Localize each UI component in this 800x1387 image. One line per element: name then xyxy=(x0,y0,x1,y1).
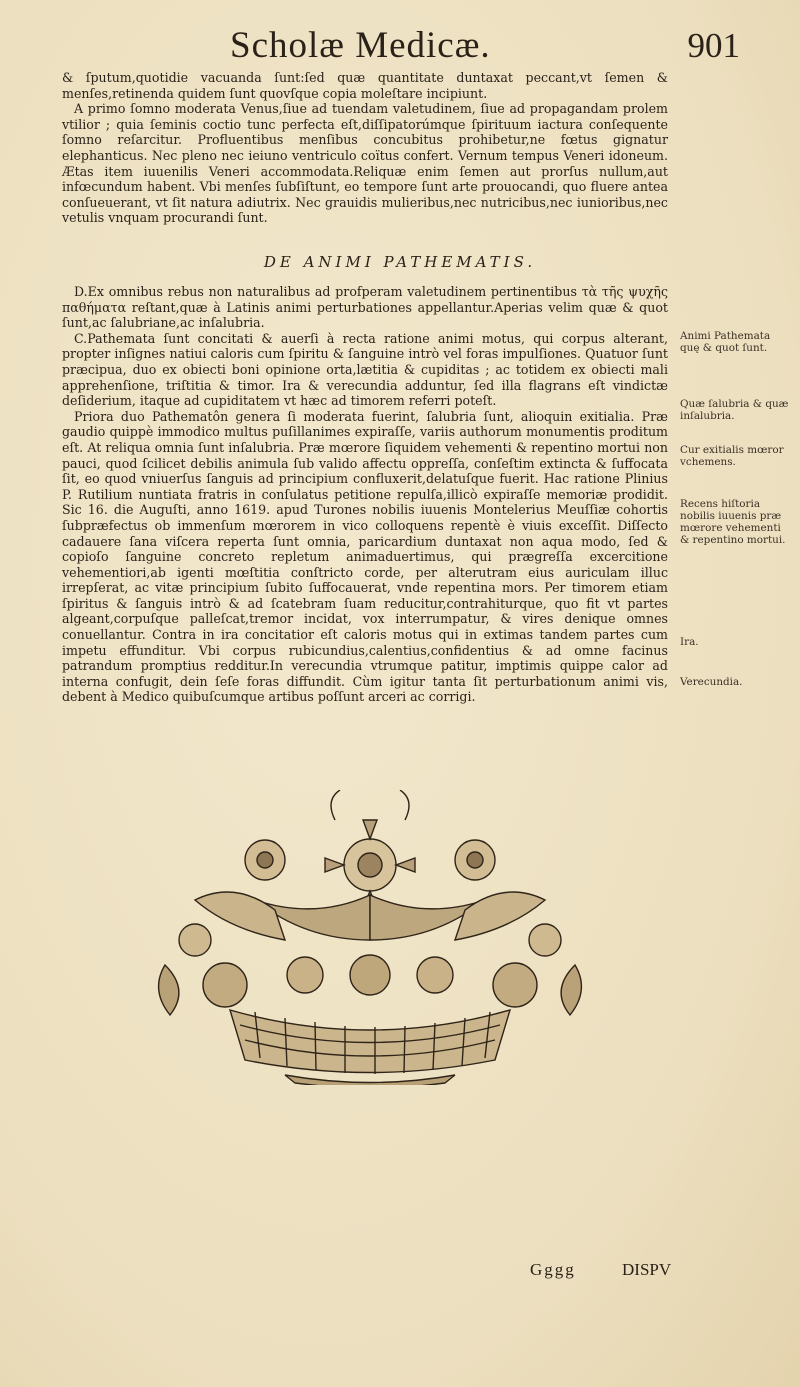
margin-note: Cur exitialis mœror vchemens. xyxy=(680,444,784,468)
margin-note: Quæ ſalubria & quæ inſalubria. xyxy=(680,398,789,422)
paragraph: D.Ex omnibus rebus non naturalibus ad profperam valetudinem pertinentibus τὰ τῆς ψυχῆς παθήματα reſtant,quæ à Latinis animi perturbationes appellantur.Aperias velim quæ & quot ſunt,ac ſalubriane,ac inſalubria. xyxy=(62,284,668,331)
paragraph: Priora duo Pathematôn genera ſi moderata fuerint, ſalubria ſunt, alioquin exitialia. Præ gaudio quippè immodico multus puſillanimes expiraſſe, variis authorum monumentis proditum eſt. At reliqua omnia ſunt inſalubria. Præ mœrore ſiquidem vehementi & repentino mortui non pauci, quod ſcilicet debilis animula ſub valido affectu oppreſſa, conſeſtim extincta & ſuffocata ſit, eo quod vniuerſus ſanguis ad principium confluxerit,delatuſque fuerit. Hac ratione Plinius P. Rutilium nuntiata fratris in conſulatus petitione repulſa,illicò expiraſſe memoriæ prodidit. Sic 16. die Auguſti, anno 1619. apud Turones nobilis iuuenis Montelerius Meuſſiæ cohortis ſubpræfectus ob immenſum mœrorem in vico colloquens repentè è viuis exceſſit. Diſſecto cadauere ſana viſcera reperta ſunt omnia, paricardium duntaxat non aqua modo, ſed & copioſo ſanguine concreto repletum animaduertimus, qui prægreſſa excercitione vehementiori,ab igenti mœſtitia conſtricto corde, per alterutram eius auriculam illuc irrepſerat, ac vitæ principium ſubito ſuffocauerat, vnde repentina mors. Per timorem etiam ſpiritus & ſanguis intrò & ad ſcatebram ſuam reducitur,contrahiturque, quo fit vt partes algeant,corpuſque palleſcat,tremor incidat, vox interrumpatur, & vires denique omnes conuellantur. Contra in ira concitatior eſt caloris motus qui in extimas tandem partes cum impetu effunditur. Vbi corpus rubicundius,calentius,confidentius & ad omne facinus patrandum promptius redditur.In verecundia vtrumque patitur, imptimis quippe calor ad interna confugit, dein ſeſe foras diffundit. Cùm igitur tanta ſit perturbationum animi vis, debent à Medico quibuſcumque artibus poſſunt arceri ac corrigi. xyxy=(62,408,668,705)
paragraph: & ſputum,quotidie vacuanda ſunt:ſed quæ quantitate duntaxat peccant,vt ſemen & menſes,retinenda quidem ſunt quovſque copia moleſtare incipiunt. xyxy=(62,70,668,101)
signature-mark: Gggg xyxy=(530,1260,576,1279)
text-block-top xyxy=(62,70,668,226)
margin-note: Ira. xyxy=(680,636,699,648)
paragraph: C.Pathemata ſunt concitati & auerſi à recta ratione animi motus, qui corpus alterant, propter inſignes natiui caloris cum ſpiritu & ſanguine intrò vel foras impulſiones. Quatuor ſunt præcipua, duo ex obiecti boni opinione orta,lætitia & cupiditas ; ac totidem ex obiecti mali apprehenſione, triſtitia & timor. Ira & verecundia adduntur, ſed illa flagrans eſt vindictæ deſiderium, itaque ad cupiditatem vt hæc ad timorem referri poteſt. xyxy=(62,330,668,409)
page-header xyxy=(60,24,740,70)
page-footer xyxy=(0,1260,800,1290)
paragraph: A primo ſomno moderata Venus,ſiue ad tuendam valetudinem, ſiue ad propagandam prolem vtilior ; quia ſeminis coctio tunc perfecta eſt,diſſipatorúmque ſpirituum iactura conſequente ſomno reſarcitur. Profluentibus menſibus concubitus prohibetur,ne fœtus gignatur elephanticus. Nec pleno nec ieiuno ventriculo coïtus confert. Vernum tempus Veneri idoneum. Ætas item iuuenilis Veneri accommodata.Reliquæ enim ſemen aut prorſus nullum,aut infœcundum habent. Vbi menſes ſubſiſtunt, eo tempore ſunt arte prouocandi, quo fluere antea conſueuerant, vt ſit natura adiutrix. Nec grauidis mulieribus,nec nutricibus,nec iunioribus,nec vetulis vnquam procurandi ſunt. xyxy=(62,101,668,226)
text-block-main xyxy=(62,284,668,705)
running-head: Scholæ Medicæ. xyxy=(230,25,491,66)
floral-vignette-illustration xyxy=(135,790,605,1085)
margin-note: Animi Pathemata quę & quot ſunt. xyxy=(680,330,771,354)
catchword: DISPV xyxy=(622,1260,672,1279)
margin-note: Verecundia. xyxy=(680,676,743,688)
section-title: DE ANIMI PATHEMATIS. xyxy=(263,253,537,271)
page-number: 901 xyxy=(687,26,740,65)
margin-note: Recens hiſtoria nobilis iuuenis præ mœrore vehementi & repentino mortui. xyxy=(680,498,786,546)
